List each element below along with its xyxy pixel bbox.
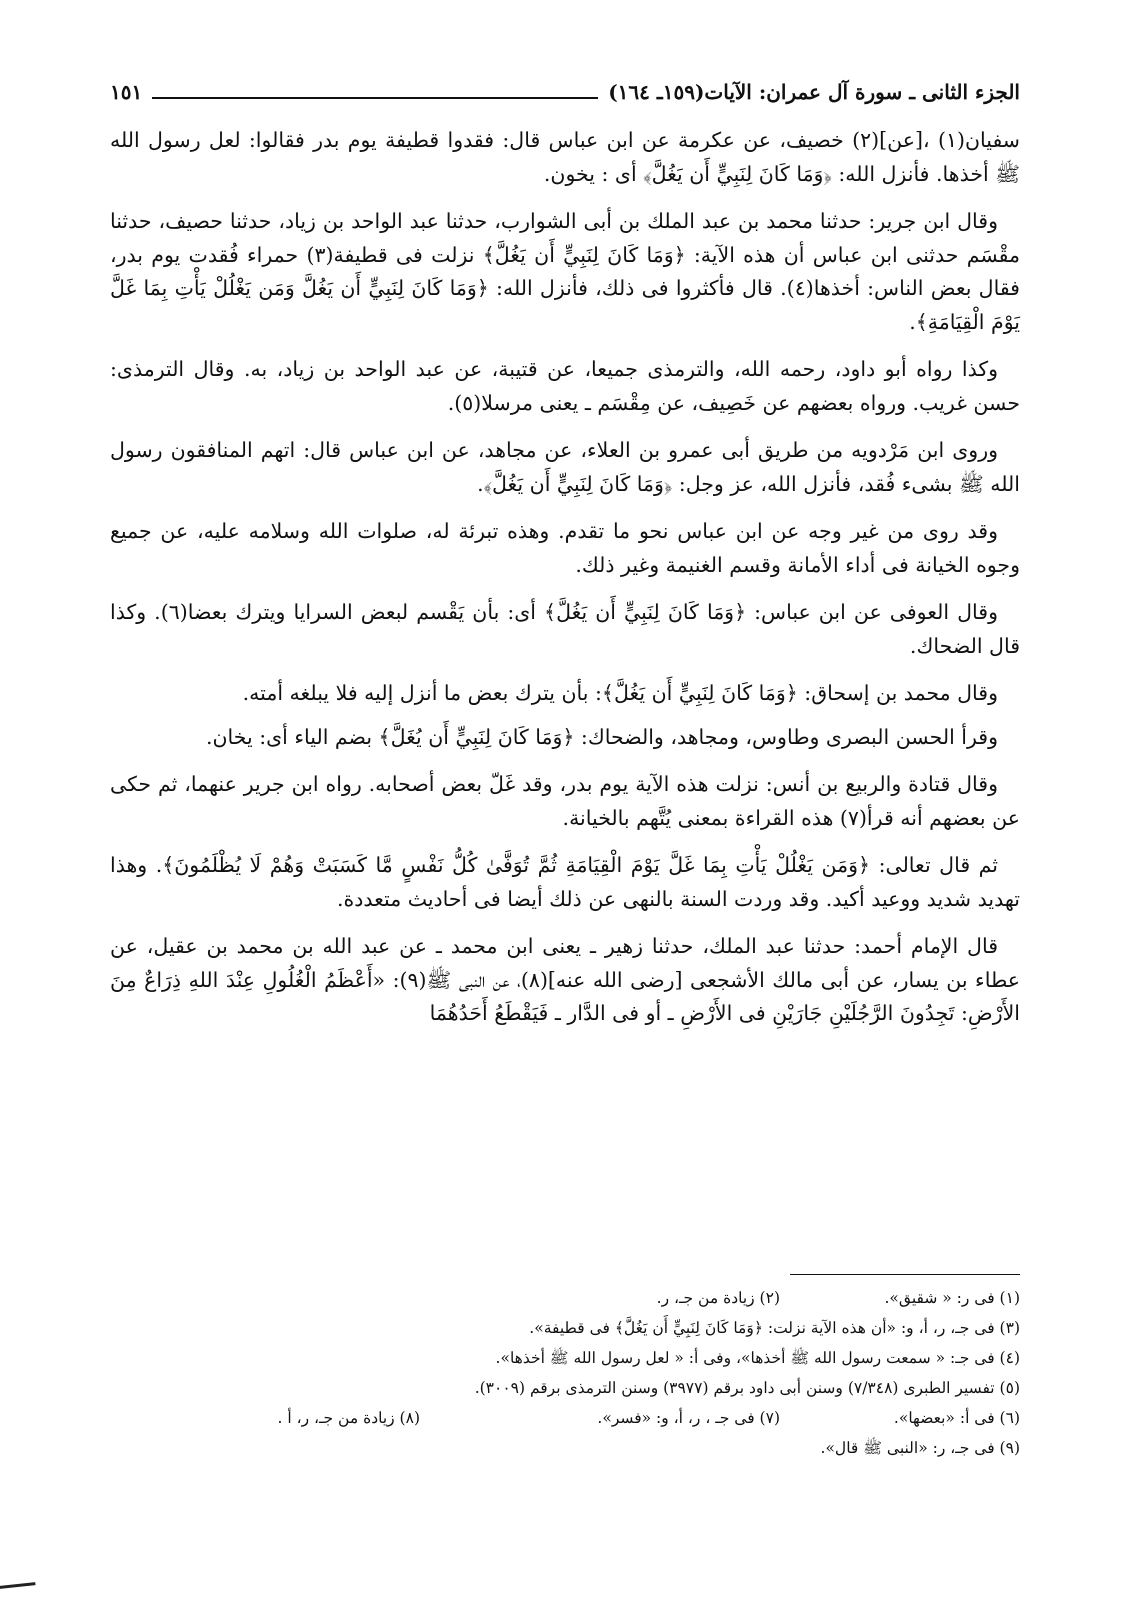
paragraph-2: وقال ابن جرير: حدثنا محمد بن عبد الملك بن أبى الشوارب، حدثنا عبد الواحد بن زياد، حدثنا حصيف، حدثنا مقْسَم حدثنى ابن عباس أن هذه الآية: ﴿وَمَا كَانَ لِنَبِيٍّ أَن يَغُلَّ﴾ نزلت فى قطيفة(٣) حمراء فُقدت يوم بدر، فقال بعض الناس: أخذها(٤). قال فأكثروا فى ذلك، فأنزل الله: ﴿وَمَا كَانَ لِنَبِيٍّ أَن يَغُلَّ وَمَن يَغْلُلْ يَأْتِ بِمَا غَلَّ يَوْمَ الْقِيَامَةِ﴾. xyxy=(110,209,1020,334)
book-page xyxy=(110,74,1020,1457)
footnote-7: (٧) فى جـ ، ر، أ، و: «فسر». xyxy=(597,1409,780,1427)
paragraph-9: وقال قتادة والربيع بن أنس: نزلت هذه الآية يوم بدر، وقد غَلّ بعض أصحابه. رواه ابن جرير عنهما، ثم حكى عن بعضهم أنه قرأ(٧) هذه القراءة بمعنى يُتَّهم بالخيانة. xyxy=(110,772,1020,830)
page-number: ١٥١ xyxy=(110,80,143,104)
footnotes xyxy=(110,1274,1020,1463)
main-text xyxy=(110,124,1020,1031)
paragraph-1: سفيان(١) ،[عن](٢) خصيف، عن عكرمة عن ابن عباس قال: فقدوا قطيفة يوم بدر فقالوا: لعل رسول الله ﷺ أخذها. فأنزل الله: ﴿وَمَا كَانَ لِنَبِيٍّ أَن يَغُلَّ﴾ أى : يخون. xyxy=(110,128,1020,186)
page-header xyxy=(110,74,1020,110)
paragraph-7: وقال محمد بن إسحاق: ﴿وَمَا كَانَ لِنَبِيٍّ أَن يَغُلَّ﴾: بأن يترك بعض ما أنزل إليه فلا يبلغه أمته. xyxy=(242,681,998,705)
header-rule xyxy=(152,97,598,99)
paragraph-8: وقرأ الحسن البصرى وطاوس، ومجاهد، والضحاك: ﴿وَمَا كَانَ لِنَبِيٍّ أَن يُغَلَّ﴾ بضم الياء أى: يخان. xyxy=(205,724,998,749)
paragraph-10: ثم قال تعالى: ﴿وَمَن يَغْلُلْ يَأْتِ بِمَا غَلَّ يَوْمَ الْقِيَامَةِ ثُمَّ تُوَفَّىٰ كُلُّ نَفْسٍ مَّا كَسَبَتْ وَهُمْ لَا يُظْلَمُونَ﴾. وهذا تهديد شديد ووعيد أكيد. وقد وردت السنة بالنهى عن ذلك أيضا فى أحاديث متعددة. xyxy=(110,853,1020,911)
footnote-6: (٦) فى أ: «بعضها». xyxy=(893,1409,1020,1427)
footnote-row-1 xyxy=(110,1283,1020,1313)
footnote-3: (٣) فى جـ، ر، أ، و: «أن هذه الآية نزلت: ﴿وَمَا كَانَ لِنَبِيٍّ أَن يَغُلَّ﴾ فى قطيفة». xyxy=(529,1319,1020,1337)
paragraph-11: قال الإمام أحمد: حدثنا عبد الملك، حدثنا زهير ـ يعنى ابن محمد ـ عن عبد الله بن محمد بن عقيل، عن عطاء بن يسار، عن أبى مالك الأشجعى [رضى الله عنه](٨)، عن النبى ﷺ(٩): «أَعْظَمُ الْغُلُولِ عِنْدَ اللهِ ذِرَاعٌ مِنَ الأَرْضِ: تَجِدُونَ الرَّجُلَيْنِ جَارَيْنِ فى الأَرْضِ ـ أو فى الدَّار ـ فَيَقْطَعُ أَحَدُهُمَا xyxy=(110,934,1020,1025)
footnote-8: (٨) زيادة من جـ، ر، أ . xyxy=(277,1409,420,1427)
footnote-1: (١) فى ر: « شقيق». xyxy=(884,1289,1020,1307)
paragraph-4: وروى ابن مَرْدويه من طريق أبى عمرو بن العلاء، عن مجاهد، عن ابن عباس قال: اتهم المنافقون رسول الله ﷺ بشىء فُقد، فأنزل الله، عز وجل: ﴿وَمَا كَانَ لِنَبِيٍّ أَن يَغُلَّ﴾. xyxy=(110,438,1020,496)
paragraph-5: وقد روى من غير وجه عن ابن عباس نحو ما تقدم. وهذه تبرئة له، صلوات الله وسلامه عليه، عن جميع وجوه الخيانة فى أداء الأمانة وقسم الغنيمة وغير ذلك. xyxy=(110,519,1020,577)
footnote-row-4 xyxy=(110,1373,1020,1403)
footnote-row-5 xyxy=(110,1403,1020,1433)
footnote-rule xyxy=(790,1274,1020,1275)
footnote-2: (٢) زيادة من جـ، ر. xyxy=(656,1289,780,1307)
footnote-4: (٤) فى جـ: « سمعت رسول الله ﷺ أخذها»، وفى أ: « لعل رسول الله ﷺ أخذها». xyxy=(495,1349,1020,1367)
footnote-row-3 xyxy=(110,1343,1020,1373)
footnote-9: (٩) فى جـ، ر: «النبى ﷺ قال». xyxy=(820,1439,1020,1457)
footnote-row-2 xyxy=(110,1313,1020,1343)
running-title: الجزء الثانى ـ سورة آل عمران: الآيات(١٥٩ـ ١٦٤) xyxy=(608,80,1020,104)
paragraph-6: وقال العوفى عن ابن عباس: ﴿وَمَا كَانَ لِنَبِيٍّ أَن يَغُلَّ﴾ أى: بأن يَقْسم لبعض السرايا ويترك بعضا(٦). وكذا قال الضحاك. xyxy=(110,600,1020,658)
paragraph-3: وكذا رواه أبو داود، رحمه الله، والترمذى جميعا، عن قتيبة، عن عبد الواحد بن زياد، به. وقال الترمذى: حسن غريب. ورواه بعضهم عن خَصِيف، عن مِقْسَم ـ يعنى مرسلا(٥). xyxy=(110,357,1020,415)
footnote-row-6 xyxy=(110,1433,1020,1463)
scan-corner-mark xyxy=(0,1582,37,1599)
footnote-5: (٥) تفسير الطبرى (٧/٣٤٨) وسنن أبى داود برقم (٣٩٧٧) وسنن الترمذى برقم (٣٠٠٩). xyxy=(474,1379,1020,1397)
